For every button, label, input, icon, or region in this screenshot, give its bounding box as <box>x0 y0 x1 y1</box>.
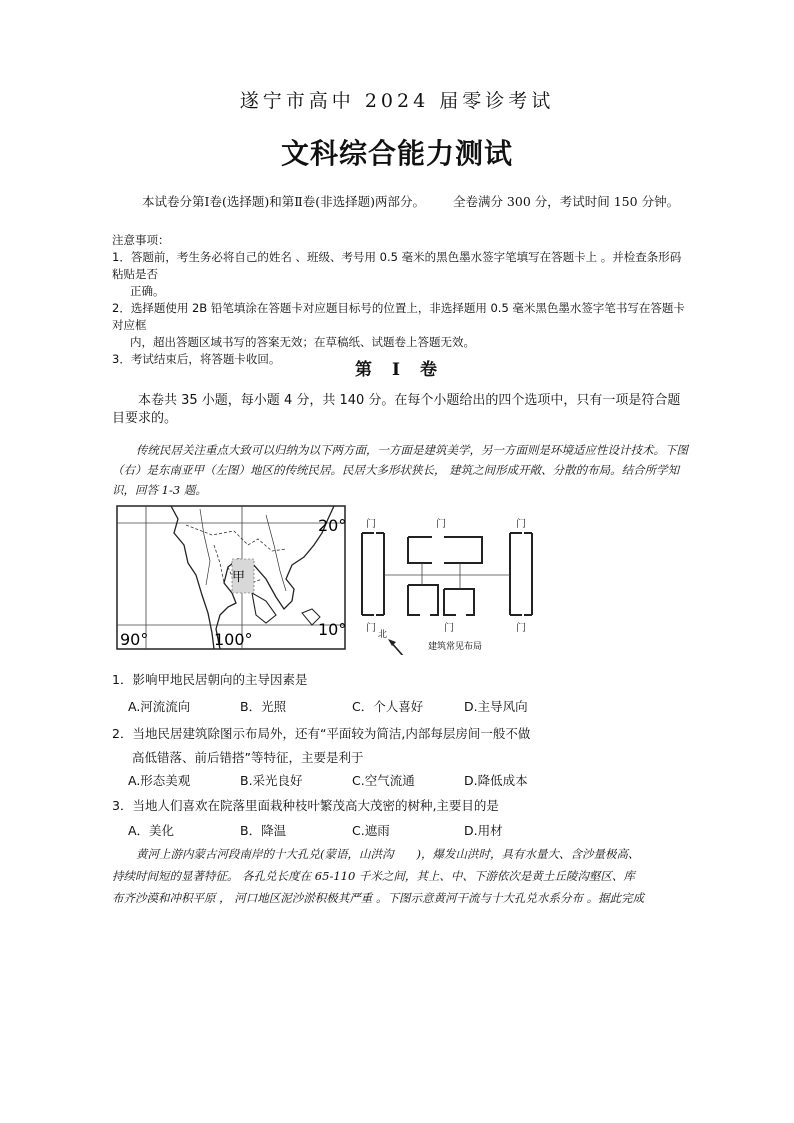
door-label: 门 <box>516 623 526 634</box>
exam-score-time-text: 全卷满分 300 分，考试时间 150 分钟。 <box>452 194 680 209</box>
passage-2-line: 布齐沙漠和冲积平原 ， 河口地区泥沙淤积极其严重 。下图示意黄河干流与十大孔兑水系分布 。据此完成 <box>112 891 645 905</box>
subject-title: 文科综合能力测试 <box>280 137 513 170</box>
door-label: 门 <box>516 519 526 530</box>
exam-structure-text: 本试卷分第Ⅰ卷(选择题)和第Ⅱ卷(非选择题)两部分。 <box>142 194 425 209</box>
southeast-asia-map <box>116 505 346 650</box>
note-item: 3．考试结束后，将答题卡收回。 <box>112 352 281 366</box>
option: D.主导风向 <box>464 699 528 714</box>
option: A.河流流向 <box>128 699 191 714</box>
volume-heading-part: 第 <box>355 360 375 380</box>
option: A.形态美观 <box>128 773 191 788</box>
volume-heading-part: 卷 <box>419 360 439 380</box>
map-label-jia: 甲 <box>232 570 246 585</box>
option: B．降温 <box>240 823 287 838</box>
option: C.遮雨 <box>352 823 390 838</box>
option: C.空气流通 <box>352 773 415 788</box>
exam-intro <box>142 192 679 210</box>
house-layout-diagram <box>352 505 562 655</box>
question-2-stem-continued: 高低错落、前后错搭”等特征，主要是利于 <box>132 750 364 765</box>
door-label: 门 <box>366 623 376 634</box>
volume-heading-part: Ⅰ <box>392 360 402 380</box>
notes-section <box>112 232 692 368</box>
lon-label-90: 90° <box>120 630 149 649</box>
question-3-stem: 3．当地人们喜欢在院落里面栽种枝叶繁茂高大茂密的树种,主要目的是 <box>112 798 499 813</box>
question-1-stem: 1．影响甲地民居朝向的主导因素是 <box>112 672 308 687</box>
option: A．美化 <box>128 823 175 838</box>
section-intro: 本卷共 35 小题，每小题 4 分，共 140 分。在每个小题给出的四个选项中，只有一项是符合题目要求的。 <box>112 393 681 426</box>
option: D.降低成本 <box>464 773 528 788</box>
option: C．个人喜好 <box>352 699 424 714</box>
option: D.用材 <box>464 823 503 838</box>
passage-2-line: 黄河上游内蒙古河段南岸的十大孔兑(蒙语，山洪沟 )，爆发山洪时，具有水量大、含沙量极高、 <box>136 847 640 861</box>
passage-2 <box>112 843 692 909</box>
question-3-options <box>128 821 688 839</box>
exam-title: 遂宁市高中 2024 届零诊考试 <box>239 90 555 112</box>
lat-label-20: 20° <box>318 516 346 535</box>
option: B．光照 <box>240 699 287 714</box>
lon-label-100: 100° <box>214 630 253 649</box>
door-label: 门 <box>436 519 446 530</box>
option: B.采光良好 <box>240 773 303 788</box>
passage-2-line: 持续时间短的显著特征。 各孔兑长度在 65-110 千米之间，其上、中、下游依次是黄土丘陵沟壑区、库 <box>112 869 635 883</box>
door-label: 门 <box>366 519 376 530</box>
note-item: 1．答题前，考生务必将自己的姓名 、班级、考号用 0.5 毫米的黑色墨水签字笔填写在答题卡上 。并检查条形码粘贴是否 <box>112 250 682 281</box>
question-2-stem: 2．当地民居建筑除图示布局外，还有“平面较为简洁,内部每层房间一般不做 <box>112 726 531 741</box>
layout-caption: 建筑常见布局 <box>428 642 483 652</box>
question-1-options <box>128 697 688 715</box>
passage-1: 传统民居关注重点大致可以归纳为以下两方面，一方面是建筑美学，另一方面则是环境适应性设计技术。下图（右）是东南亚甲（左图）地区的传统民居。民居大多形状狭长， 建筑之间形成开敞、分散的布局。结合所学知识，回答 1-3 题。 <box>112 443 688 497</box>
note-item: 正确。 <box>130 284 165 298</box>
note-item: 2．选择题使用 2B 铅笔填涂在答题卡对应题目标号的位置上，非选择题用 0.5 毫米黑色墨水签字笔书写在答题卡对应框 <box>112 301 685 332</box>
lat-label-10: 10° <box>318 620 346 639</box>
door-label: 门 <box>444 623 454 634</box>
north-arrow-icon <box>388 639 404 655</box>
notes-heading: 注意事项： <box>112 233 170 247</box>
question-2-options <box>128 771 688 789</box>
north-label: 北 <box>378 630 388 640</box>
note-item: 内，超出答题区域书写的答案无效；在草稿纸、试题卷上答题无效。 <box>130 335 475 349</box>
volume-heading <box>0 355 794 380</box>
